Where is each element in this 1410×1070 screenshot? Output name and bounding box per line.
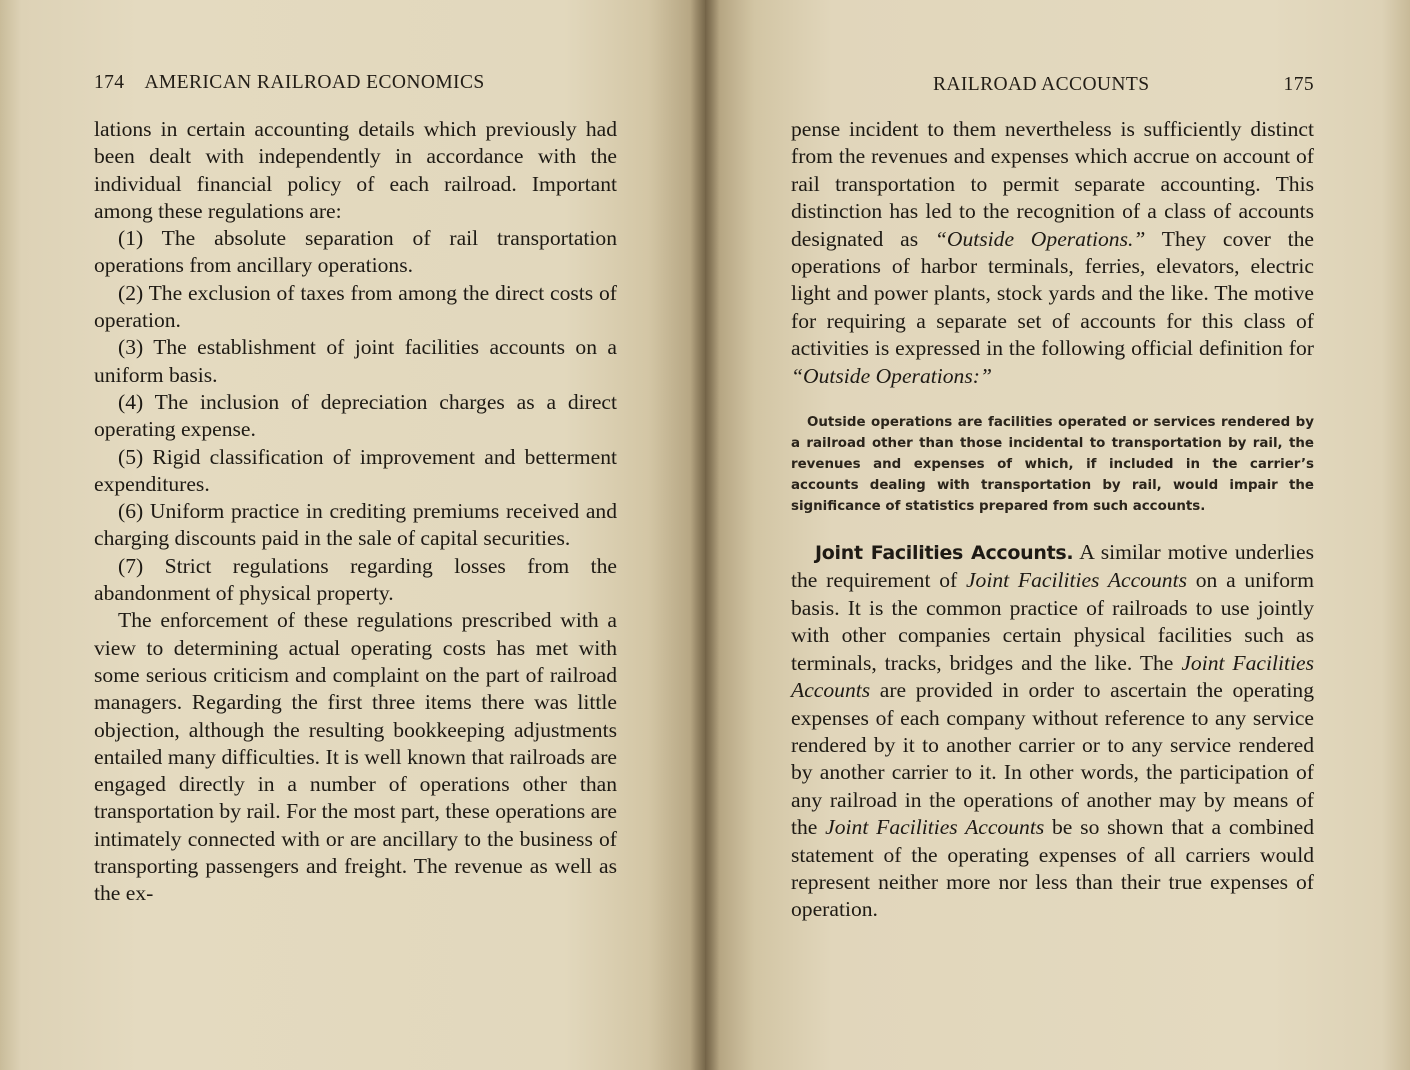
- list-item: (5) Rigid classification of improvement and betterment expenditures.: [94, 444, 617, 496]
- italic-term: Joint Facilities Accounts: [825, 815, 1045, 840]
- definition-quote: Outside operations are facilities operated or services rendered by a railroad other than those incidental to transportation by rail, the revenues and expenses of which, if included in the carrier’s accounts dealing with transportation by rail, would impair the significance of statistics prepared from such accounts.: [791, 415, 1314, 515]
- right-running-head: [791, 74, 1314, 96]
- paragraph-text: A similar motive underlies the requirement of: [791, 540, 1314, 593]
- list-item: (3) The establishment of joint facilities accounts on a uniform basis.: [94, 335, 617, 387]
- right-page: [705, 0, 1410, 1070]
- list-item: (1) The absolute separation of rail transportation operations from ancillary operations.: [94, 226, 617, 278]
- italic-term: “Outside Operations:”: [791, 363, 992, 388]
- left-running-head: [94, 72, 617, 94]
- outside-operations-paragraph: [791, 116, 1314, 390]
- paragraph-text: are provided in order to ascertain the operating expenses of each company without reference to any service rendered by it to another carrier or to any service rendered by another carrier to it. In other words, the participation of any railroad in the operations of another may by means of the: [791, 678, 1314, 840]
- left-page-body: [94, 116, 617, 908]
- paragraph-text: They cover the operations of harbor terminals, ferries, elevators, electric light and power plants, stock yards and the like. The motive for requiring a separate set of accounts for this class of activities is expressed in the following official definition for: [791, 226, 1314, 361]
- left-page-number: 174: [94, 72, 125, 93]
- italic-term: “Outside Operations.”: [934, 226, 1146, 251]
- left-running-title: AMERICAN RAILROAD ECONOMICS: [144, 72, 485, 93]
- right-running-title: RAILROAD ACCOUNTS: [933, 74, 1150, 95]
- joint-facilities-paragraph: [791, 539, 1314, 924]
- paragraph-text: on a uniform basis. It is the common practice of railroads to use jointly with other companies certain physical facilities such as terminals, tracks, bridges and the like. The: [791, 568, 1314, 675]
- right-page-body: [791, 116, 1314, 924]
- list-item: (6) Uniform practice in crediting premiums received and charging discounts paid in the sale of capital securities.: [94, 499, 617, 551]
- list-item: (4) The inclusion of depreciation charges as a direct operating expense.: [94, 389, 617, 442]
- closing-paragraph: The enforcement of these regulations prescribed with a view to determining actual operating costs has met with some serious criticism and complaint on the part of railroad managers. Regarding the first three items there was little objection, although the resulting bookkeeping adjustments entailed many difficulties. It is well known that railroads are engaged directly in a number of operations other than transportation by rail. For the most part, these operations are intimately connected with or are ancillary to the business of transporting passengers and freight. The revenue as well as the ex-: [94, 608, 617, 906]
- section-heading: Joint Facilities Accounts.: [815, 542, 1074, 565]
- right-page-number: 175: [1283, 74, 1314, 95]
- list-item: (7) Strict regulations regarding losses from the abandonment of physical property.: [94, 553, 617, 606]
- paragraph-text: pense incident to them nevertheless is sufficiently distinct from the revenues and expenses which accrue on account of rail transportation to permit separate accounting. This distinction has led to the recognition of a class of accounts designated as: [791, 117, 1314, 251]
- paragraph-text: be so shown that a combined statement of the operating expenses of all carriers would represent neither more nor less than their true expenses of operation.: [791, 815, 1315, 922]
- continuation-paragraph: lations in certain accounting details which previously had been dealt with independently in accordance with the individual financial policy of each railroad. Important among these regulations are:: [94, 117, 617, 223]
- list-item: (2) The exclusion of taxes from among the direct costs of operation.: [94, 280, 617, 333]
- italic-term: Joint Facilities Accounts: [791, 650, 1314, 703]
- italic-term: Joint Facilities Accounts: [965, 568, 1187, 593]
